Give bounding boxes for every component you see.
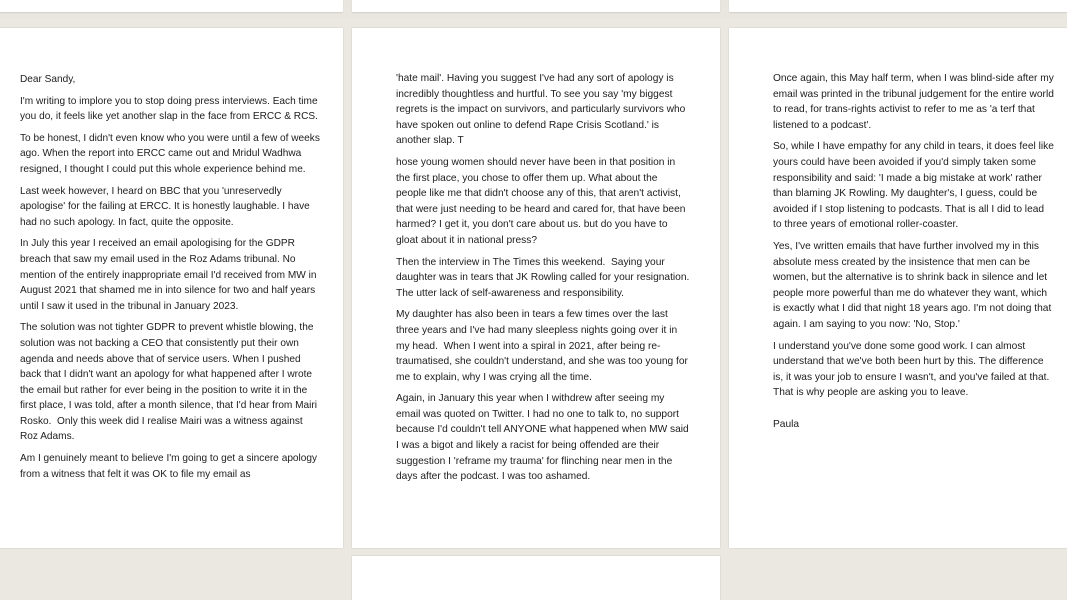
paragraph: The solution was not tighter GDPR to prevent whistle blowing, the solution was not backing a CEO that consistently put their own agenda and needs above that of service users. When I pushed back that I didn't want an apology for what happened after I wrote the email but rather for ever being in the position to write it in the first place, I was told, after a month silence, that I'd hear from Mairi Rosko. Only this week did I realise Mairi was a witness against Roz Adams. [20,322,320,443]
document-page-3[interactable] [729,28,1067,548]
salutation: Dear Sandy, [20,74,76,85]
paragraph: Then the interview in The Times this weekend. Saying your daughter was in tears that JK Rowling called for your resignation. The utter lack of self-awareness and responsibility. [396,256,692,299]
previous-page-bottom-middle [352,0,720,12]
paragraph: Again, in January this year when I withdrew after seeing my email was quoted on Twitter. I had no one to talk to, no support because I'd couldn't tell ANYONE what happened when MW said I was a bigot and likely a racist for being offended are their suggestion I 'reframe my trauma' for flinching near men in the days after the podcast. I was too ashamed. [396,393,692,483]
previous-page-bottom-right [729,0,1067,12]
paragraph: To be honest, I didn't even know who you were until a few of weeks ago. When the report into ERCC came out and Mridul Wadhwa resigned, I thought I could put this whole experience behind me. [20,132,323,175]
paragraph: In July this year I received an email apologising for the GDPR breach that saw my email used in the Roz Adams tribunal. No mention of the entirely inappropriate email I'd received from MW in August 2021 that shamed me in into silence for two and half years until I saw it used in the tribunal in January 2023. [20,238,319,312]
paragraph: Am I genuinely meant to believe I'm going to get a sincere apology from a witness that felt it was OK to file my email as [20,453,320,480]
document-page-4[interactable] [352,556,720,600]
document-page-1[interactable] [0,28,343,548]
paragraph: So, while I have empathy for any child in tears, it does feel like yours could have been avoided if you'd simply taken some responsibility and said: 'I made a big mistake at work' rather than blaming JK Rowling. My daughter's, I guess, could be avoided if I stop listening to podcasts. That is all I did to lead to three years of emotional roller-coaster. [773,141,1057,231]
signature: Paula [773,418,800,430]
paragraph: Once again, this May half term, when I was blind-side after my email was printed in the tribunal judgement for the entire world to read, for trans-rights activist to refer to me as 'a terf that listened to a podcast'. [773,73,1057,131]
paragraph: 'hate mail'. Having you suggest I've had any sort of apology is incredibly thoughtless and hurtful. To see you say 'my biggest regrets is the impact on survivors, and particularly survivors who have spoken out online to defend Rape Crisis Scotland.' is another slap. T [396,73,689,147]
paragraph: I'm writing to implore you to stop doing press interviews. Each time you do, it feels like yet another slap in the face from ERCC & RCS. [20,95,321,123]
paragraph: Last week however, I heard on BBC that you 'unreservedly apologise' for the failing at ERCC. It is honestly laughable. I have had no such apology. In fact, quite the opposite. [20,185,313,228]
paragraph: hose young women should never have been in that position in the first place, you chose to offer them up. What about the people like me that didn't choose any of this, that aren't activist, that were just needing to be heard and cared for, that have been harmed? I get it, you don't care about us. but do you have to gloat about it in national press? [396,156,689,246]
paragraph: I understand you've done some good work. I can almost understand that we've both been hurt by this. The difference is, it was your job to ensure I wasn't, and you've failed at that. That is why people are asking you to leave. [773,340,1052,399]
paragraph: My daughter has also been in tears a few times over the last three years and I've had many sleepless nights going over it in my head. When I went into a spiral in 2021, after being re-traumatised, she couldn't understand, and she was too young for me to explain, why I was crying all the time. [396,309,691,383]
paragraph: Yes, I've written emails that have further involved my in this absolute mess created by the insistence that men can be women, but the alternative is to shrink back in silence and let people more powerful than me do whatever they want, which is exactly what I did that night 18 years ago. I'm not doing that again. I am saying to you now: 'No, Stop.' [773,240,1055,330]
document-page-2[interactable] [352,28,720,548]
previous-page-bottom-left [0,0,343,12]
